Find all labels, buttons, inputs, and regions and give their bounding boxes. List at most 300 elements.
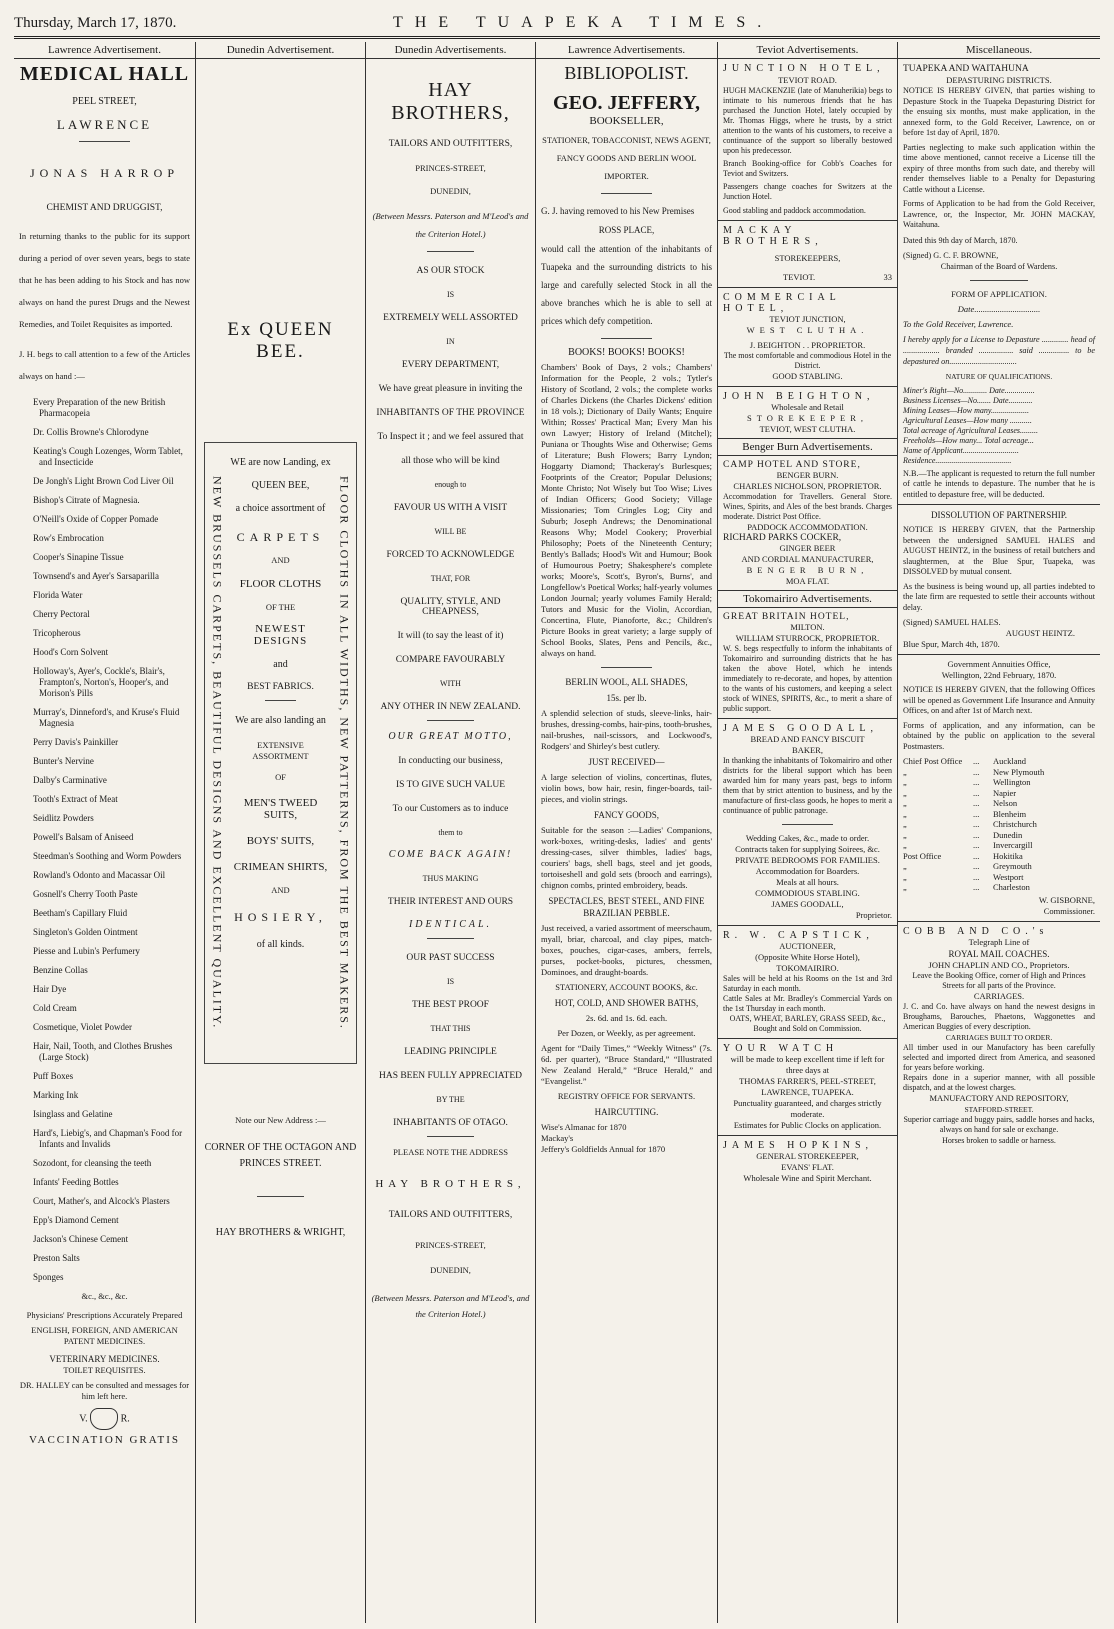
- office-cell: „: [903, 808, 907, 819]
- and-1: AND: [271, 555, 290, 565]
- benger-header: Benger Burn Advertisements.: [718, 438, 897, 456]
- meals: Meals at all hours.: [776, 877, 839, 887]
- forms-info: Forms of application, and any information, can be obtained by the public on application to the several Postmasters.: [903, 720, 1095, 751]
- notice-depasture: NOTICE IS HEREBY GIVEN, that parties wishing to Depasture Stock in the Tuapeka Depasturing District for the ensuing six months, must make application, in the annexed form, to the Gold Receiver, Lawrence, on or before 1st day of April, 1870.: [903, 86, 1095, 137]
- hay-line: them to: [438, 828, 463, 837]
- article-item: Row's Embrocation: [33, 533, 104, 543]
- choice: a choice assortment of: [235, 503, 326, 514]
- qualification-line: Miner's Right—No............ Date...............: [903, 385, 1035, 395]
- article-item: Hair Dye: [33, 984, 67, 994]
- newspaper-title: THE TUAPEKA TIMES.: [393, 14, 774, 31]
- office-cell: „: [903, 819, 907, 829]
- neglect: Parties neglecting to make such application within the time above mentioned, cannot receive a License till the expiry of three months from such date, and thereby will render themselves liable to a Penalty for Depasturing Cattle without a License.: [903, 142, 1095, 194]
- hay-line: EXTREMELY WELL ASSORTED: [383, 313, 518, 323]
- column-hay-brothers: [366, 42, 536, 1623]
- nature-qualifications: NATURE OF QUALIFICATIONS.: [945, 371, 1053, 381]
- office-cell: „: [903, 777, 907, 787]
- office-cell: ...: [973, 756, 980, 766]
- of-the: OF THE: [265, 602, 296, 612]
- column-header: Teviot Advertisements.: [718, 42, 897, 59]
- office-cell: „: [903, 861, 907, 871]
- article-item: Cold Cream: [33, 1003, 77, 1013]
- toilet: TOILET REQUISITES.: [63, 1365, 146, 1375]
- wellington-date: Wellington, 22nd February, 1870.: [941, 670, 1057, 680]
- intro: In returning thanks to the public for its support during a period of over seven years, begs to state that he has been adding to his Stock and has now always on hand the purest Drugs and the Newest Remedies, and Toilet Requisites as imported.: [19, 231, 190, 329]
- carriages: CARRIAGES.: [973, 990, 1025, 1001]
- article-item: Holloway's, Ayer's, Cockle's, Blair's, Frampton's, Norton's, Hooper's, and Morison's Pills: [33, 666, 169, 698]
- boarders: Accommodation for Boarders.: [755, 866, 860, 876]
- hay-line: In conducting our business,: [398, 756, 503, 766]
- office-cell: Westport: [993, 871, 1024, 882]
- commodious: COMMODIOUS STABLING.: [755, 888, 860, 898]
- hay-line: FORCED TO ACKNOWLEDGE: [386, 550, 515, 560]
- auctioneer: AUCTIONEER,: [779, 941, 836, 951]
- hay-line: IS: [446, 290, 455, 299]
- form-application: FORM OF APPLICATION.: [951, 288, 1047, 299]
- office-cell: Charleston: [993, 882, 1030, 892]
- wholesale: Wholesale and Retail: [771, 402, 844, 412]
- gisborne: W. GISBORNE,: [1038, 894, 1095, 905]
- lead: J. H. begs to call attention to a few of the Articles always on hand :—: [19, 349, 190, 381]
- ship-title: Ex QUEEN BEE.: [227, 319, 334, 362]
- article-item: Florida Water: [33, 590, 83, 600]
- article-item: Powell's Balsam of Aniseed: [33, 832, 134, 842]
- books-list: Chambers' Book of Days, 2 vols.; Chambers' Information for the People, 2 vols.; Tytler's History of Scotland, 2 vols.; the complete works of Charles Dickens (the Charles Dickens' edition in 18 vols.); Dictionary of Daily Wants; Enquire Within; Rosses' Practical Man; Every Man his own Lawyer; History of Ireland (Mitchel); Puniana or Thoughts Wise and Otherwise; Gems of Literature; Bush Flowers; Barry Lyndon; Hoggarty Diamond; Thackeray's Burlesques; Footprints of the Creator; Popular Delusions; Monte Christo; Not Wisely but Too Wise; Lives of Indian Officers; Good Society; Village Missionaries; Tom Cringles Log; City and Suburb; Joseph Andrews; the Denominational Reasons Why; Model Cookery; Proverbial Philosophy; Poets of the Nineteenth Century; Bently's Ballads; Hood's Wit and Humour; Book of Humourous Poetry; Shakesphere's complete works; Moore's, Scott's, Byron's, Burns', and Longfellow's Poetical Works; half-yearly volumes London Journal; yearly volumes Family Herald; Tutors and Music for the Violin, Accordian, Concertina, Flute, Pianoforte, &c.; Children's Picture Books in great variety; a large supply of School Books, Slates, Pens and Pencils, &c., always on hand.: [541, 362, 712, 658]
- article-item: Epp's Diamond Cement: [33, 1215, 119, 1225]
- commissioner: Commissioner.: [1043, 905, 1095, 916]
- office-cell: „: [903, 798, 907, 808]
- hay-line: FAVOUR US WITH A VISIT: [393, 503, 508, 513]
- office-cell: ...: [973, 882, 980, 892]
- soirees: Contracts taken for supplying Soirees, &c.: [735, 844, 880, 854]
- stationer: STATIONER, TOBACCONIST, NEWS AGENT, FANCY GOODS AND BERLIN WOOL IMPORTER.: [542, 135, 711, 181]
- hay-title: HAY BROTHERS,: [391, 79, 510, 124]
- article-item: Bishop's Citrate of Magnesia.: [33, 495, 140, 505]
- registry: REGISTRY OFFICE FOR SERVANTS.: [557, 1091, 696, 1101]
- goodall-text: In thanking the inhabitants of Tokomairiro and other districts for the liberal support which has been awarded him for many years past, begs to inform them that by strict attention to business, and by the manufacture of first-class goods, he hopes to merit a continuance of public patronage.: [723, 756, 892, 815]
- prescriptions: Physicians' Prescriptions Accurately Prepared: [26, 1310, 183, 1320]
- richard-parks-cocker: RICHARD PARKS COCKER,: [723, 533, 842, 543]
- form-date: Date...............................: [957, 303, 1041, 314]
- dated: Dated this 9th day of March, 1870.: [903, 235, 1018, 245]
- junction-text: HUGH MACKENZIE (late of Manuherikia) begs to intimate to his numerous friends that he has purchased the Junction Hotel, lately occupied by Mr. Thomas Higgs, where he trusts, by a strict attention to the wants of his customers, to receive a continuance of the support so liberally bestowed upon his predecessor.: [723, 86, 892, 155]
- farrer: THOMAS FARRER'S, PEEL-STREET,: [739, 1076, 876, 1086]
- meerschaum: Just received, a varied assortment of meerschaum, myall, briar, charcoal, and clay pipes, match-boxes, pouches, cigar-cases, ambers, ferrels, purses, pocket-books, pictures, chessmen, Dominoes, and draught-boards.: [541, 923, 712, 977]
- patent-medicines: ENGLISH, FOREIGN, AND AMERICAN PATENT MEDICINES.: [31, 1325, 178, 1346]
- article-item: Tricopherous: [33, 628, 81, 638]
- built-to-order: CARRIAGES BUILT TO ORDER.: [945, 1032, 1053, 1042]
- teviot-junction: TEVIOT JUNCTION,: [769, 314, 846, 324]
- etc: &c., &c., &c.: [81, 1291, 128, 1301]
- timber: All timber used in our Manufactory has been carefully selected and imported direct from America, and seasoned for years before working.: [903, 1042, 1095, 1072]
- town: LAWRENCE: [56, 117, 153, 132]
- motto: OUR GREAT MOTTO,: [388, 731, 513, 742]
- booking-office: Branch Booking-office for Cobb's Coaches for Teviot and Switzers.: [723, 159, 892, 178]
- hay-line: It will (to say the least of it): [397, 631, 504, 641]
- office-cell: Invercargill: [993, 840, 1033, 850]
- jeffery-name: GEO. JEFFERY,: [553, 92, 700, 114]
- landing: WE are now Landing, ex: [230, 457, 331, 468]
- royal-crest-line: [19, 1408, 190, 1430]
- goodall-signature: JAMES GOODALL,: [771, 899, 844, 909]
- berlin-wool: BERLIN WOOL, ALL SHADES,: [565, 677, 688, 687]
- office-cell: „: [903, 787, 907, 798]
- qualification-line: Freeholds—How many... Total acreage...: [903, 435, 1034, 445]
- veterinary: VETERINARY MEDICINES.: [49, 1354, 160, 1364]
- hay-line: COMPARE FAVOURABLY: [395, 655, 506, 665]
- ginger-beer: GINGER BEER: [779, 543, 836, 553]
- office-cell: Dunedin: [993, 829, 1023, 840]
- oats: OATS, WHEAT, BARLEY, GRASS SEED, &c., Bought and Sold on Commission.: [729, 1014, 886, 1033]
- mens-suits: MEN'S TWEED SUITS,: [243, 797, 318, 821]
- wedding-cakes: Wedding Cakes, &c., made to order.: [745, 833, 870, 843]
- telegraph: Telegraph Line of: [968, 936, 1030, 947]
- form-to: To the Gold Receiver, Lawrence.: [903, 318, 1014, 329]
- vaccination: VACCINATION GRATIS: [28, 1434, 180, 1446]
- qualification-line: Business Licenses—No....... Date............: [903, 395, 1033, 405]
- benger-burn: BENGER BURN.: [776, 470, 839, 480]
- hay-line: AS OUR STOCK: [416, 266, 485, 276]
- office-cell: Hokitika: [993, 850, 1023, 861]
- column-medical-hall: [14, 42, 196, 1623]
- queen-bee-body: [229, 457, 332, 950]
- hay-lines-1: [371, 266, 530, 712]
- chaplin: JOHN CHAPLIN AND CO., Proprietors.: [928, 959, 1070, 970]
- hay-line: THE BEST PROOF: [412, 1000, 489, 1010]
- article-item: Steedman's Soothing and Worm Powders: [33, 851, 182, 861]
- haircutting: HAIRCUTTING.: [594, 1107, 659, 1117]
- hosiery: HOSIERY,: [234, 910, 327, 924]
- article-item: Every Preparation of the new British Pharmacopeia: [33, 397, 166, 418]
- per-dozen: Per Dozen, or Weekly, as per agreement.: [557, 1028, 696, 1038]
- column-queen-bee: [196, 42, 366, 1623]
- your-watch: YOUR WATCH: [723, 1043, 839, 1054]
- hay-line: THAT THIS: [430, 1024, 471, 1033]
- qualification-line: Agricultural Leases—How many ...........: [903, 415, 1032, 425]
- halley: DR. HALLEY can be consulted and messages for him left here.: [19, 1380, 190, 1401]
- removed: G. J. having removed to his New Premises: [541, 206, 695, 216]
- notice-annuities: NOTICE IS HEREBY GIVEN, that the following Offices will be opened as Government Life Insurance and Annuity Offices, on and after 1st of March next.: [903, 685, 1095, 715]
- article-item: Piesse and Lubin's Perfumery: [33, 946, 140, 956]
- hay-line: ANY OTHER IN NEW ZEALAND.: [380, 702, 521, 712]
- address-block: [201, 1115, 360, 1238]
- queen-bee-box: [204, 442, 357, 1064]
- hay-line: INHABITANTS OF OTAGO.: [393, 1118, 508, 1128]
- crimean-shirts: CRIMEAN SHIRTS,: [233, 861, 328, 873]
- office-cell: Napier: [993, 787, 1017, 798]
- article-item: Hard's, Liebig's, and Chapman's Food for Infants and Invalids: [33, 1128, 183, 1149]
- john-beighton: JOHN BEIGHTON,: [723, 391, 875, 402]
- columns: [14, 42, 1100, 1623]
- james-hopkins: JAMES HOPKINS,: [723, 1140, 874, 1151]
- hay-line: To Inspect it ; and we feel assured that: [377, 432, 524, 442]
- hay-street: PRINCES-STREET,: [415, 163, 486, 173]
- storekeeper: STOREKEEPER,: [746, 413, 868, 423]
- article-item: Infants' Feeding Bottles: [33, 1177, 119, 1187]
- hay-line: LEADING PRINCIPLE: [404, 1047, 497, 1057]
- firm-name: HAY BROTHERS & WRIGHT,: [215, 1227, 346, 1238]
- hay-line: QUALITY, STYLE, AND CHEAPNESS,: [400, 597, 501, 617]
- hay-street-2: PRINCES-STREET,: [415, 1240, 486, 1250]
- office-cell: „: [903, 829, 907, 840]
- office-cell: ...: [973, 819, 980, 829]
- vr-v: V.: [79, 1413, 88, 1425]
- proprietor-name: JONAS HARROP: [29, 166, 180, 180]
- spectacles: SPECTACLES, BEST STEEL, AND FINE BRAZILIAN PEBBLE.: [548, 896, 705, 918]
- hay-line: BY THE: [436, 1095, 465, 1104]
- column-miscellaneous: [898, 42, 1100, 1623]
- article-item: Cosmetique, Violet Powder: [33, 1022, 133, 1032]
- article-item: Seidlitz Powders: [33, 813, 94, 823]
- hay-line: To our Customers as to induce: [392, 804, 509, 814]
- teviot: TEVIOT.: [783, 272, 816, 282]
- street: PEEL STREET,: [72, 96, 137, 107]
- article-item: Tooth's Extract of Meat: [33, 794, 118, 804]
- note-address: PLEASE NOTE THE ADDRESS: [393, 1147, 508, 1157]
- hay-lines-3: [371, 874, 530, 907]
- agent: Agent for “Daily Times,” “Weekly Witness” (7s. 6d. per quarter), “Bruce Standard,” “Illustrated New Zealand Herald,” “Bruce Herald,” and “Evangelist.”: [541, 1043, 712, 1086]
- capstick: R. W. CAPSTICK,: [723, 930, 874, 941]
- office-cell: Greymouth: [993, 861, 1032, 871]
- best-fabrics: BEST FABRICS.: [247, 682, 314, 692]
- junction-hotel: JUNCTION HOTEL,: [723, 63, 885, 74]
- column-bibliopolist: [536, 42, 718, 1623]
- corner-address: CORNER OF THE OCTAGON AND PRINCES STREET.: [204, 1142, 357, 1169]
- cobb-and-co: COBB AND CO.'s: [903, 925, 1049, 937]
- qualification-line: Residence......................................: [903, 455, 1012, 465]
- teviot-clutha: TEVIOT, WEST CLUTHA.: [759, 424, 856, 434]
- hay-line: WITH: [440, 679, 461, 688]
- office-cell: ...: [973, 850, 980, 861]
- books-head: BOOKS! BOOKS! BOOKS!: [568, 347, 685, 358]
- hay-line: OUR PAST SUCCESS: [406, 953, 495, 963]
- milton: MILTON.: [790, 622, 825, 632]
- also-landing: We are also landing an: [235, 715, 326, 726]
- hay-trade-2: TAILORS AND OUTFITTERS,: [388, 1210, 513, 1220]
- lawrence-tuapeka: LAWRENCE, TUAPEKA.: [761, 1087, 854, 1097]
- articles-list: [19, 397, 190, 1283]
- office-cell: „: [903, 871, 907, 882]
- article-item: Murray's, Dinneford's, and Kruse's Fluid Magnesia: [33, 707, 180, 728]
- toko-header: Tokomairiro Advertisements.: [718, 590, 897, 608]
- chairman: Chairman of the Board of Wardens.: [940, 261, 1058, 271]
- hales: (Signed) SAMUEL HALES.: [903, 617, 1001, 627]
- qualification-line: Mining Leases—How many...................: [903, 405, 1029, 415]
- almanac-1: Wise's Almanac for 1870: [541, 1122, 627, 1132]
- article-item: Sponges: [33, 1272, 64, 1282]
- article-item: Jackson's Chinese Cement: [33, 1234, 129, 1244]
- camp-hotel: CAMP HOTEL AND STORE,: [723, 460, 861, 470]
- general-storekeeper: GENERAL STOREKEEPER,: [756, 1151, 859, 1161]
- hay-line: IS: [446, 977, 455, 986]
- article-item: O'Neill's Oxide of Copper Pomade: [33, 514, 159, 524]
- article-item: Dr. Collis Browne's Chlorodyne: [33, 427, 149, 437]
- fancy-text: Suitable for the season :—Ladies' Companions, work-boxes, writing-desks, ladies' and gents' dressing-cases, silver thimbles, ladies' bags, couriers' bags, shell bags, steel and jet goods, tortoiseshell and gold sets (brooch and earrings), chignon combs, printed embroidery, beads.: [541, 825, 712, 890]
- office-cell: „: [903, 840, 907, 850]
- studs: A splendid selection of studs, sleeve-links, hair-brushes, dressing-combs, hair-pins, tooth-brushes, nail-brushes, nail-scissors, and Lockwood's, Rodgers' and Shirley's best cutlery.: [541, 708, 712, 751]
- just-received: JUST RECEIVED—: [588, 757, 665, 767]
- office-cell: Blenheim: [993, 808, 1027, 819]
- hay-line: IN: [446, 337, 455, 346]
- dissolution: DISSOLUTION OF PARTNERSHIP.: [931, 510, 1067, 520]
- office-cell: Wellington: [993, 777, 1031, 787]
- depasturing-sub: DEPASTURING DISTRICTS.: [946, 75, 1052, 85]
- hay-line: HAS BEEN FULLY APPRECIATED: [378, 1071, 523, 1081]
- office-cell: ...: [973, 871, 980, 882]
- evans-flat: EVANS' FLAT.: [781, 1162, 834, 1172]
- identical: IDENTICAL.: [408, 919, 493, 930]
- column-header: Lawrence Advertisement.: [14, 42, 195, 59]
- nb: N.B.—The applicant is requested to return the full number of cattle he intends to depasture. The number that he is entitled to depasture free, will be deducted.: [903, 468, 1095, 499]
- qualification-line: Total acreage of Agricultural Leases.........: [903, 425, 1039, 435]
- baths-price: 2s. 6d. and 1s. 6d. each.: [585, 1013, 668, 1023]
- almanac-3: Jeffery's Goldfields Annual for 1870: [541, 1144, 666, 1154]
- trade: CHEMIST AND DRUGGIST,: [46, 203, 163, 213]
- bedrooms: PRIVATE BEDROOMS FOR FAMILIES.: [735, 855, 880, 865]
- hay-line: all those who will be kind: [401, 456, 500, 466]
- vr-r: R.: [120, 1413, 130, 1425]
- article-item: Rowland's Odonto and Macassar Oil: [33, 870, 166, 880]
- bread-biscuit: BREAD AND FANCY BISCUIT: [750, 734, 865, 744]
- office-cell: „: [903, 882, 907, 892]
- moa-flat: MOA FLAT.: [785, 576, 830, 586]
- ad-number: 33: [883, 272, 892, 282]
- office-cell: Auckland: [993, 756, 1027, 766]
- wound-up: As the business is being wound up, all parties indebted to the late firm are requested to settle their accounts without delay.: [903, 581, 1095, 612]
- hay-city-2: DUNEDIN,: [430, 1265, 471, 1275]
- paddock: PADDOCK ACCOMMODATION.: [747, 522, 868, 532]
- hay-line: We have great pleasure in inviting the: [378, 384, 523, 394]
- qualification-line: Name of Applicant............................: [903, 445, 1019, 455]
- manufactory: MANUFACTORY AND REPOSITORY,: [929, 1092, 1069, 1103]
- heintz: AUGUST HEINTZ.: [1005, 628, 1075, 638]
- accommodation: Accommodation for Travellers. General Store. Wines, Spirits, and Ales of the best brands. Charges moderate. District Post Office.: [723, 492, 892, 521]
- cordial: AND CORDIAL MANUFACTURER,: [741, 554, 874, 564]
- form-apply: I hereby apply for a License to Depasture ............. head of .................. branded ................. said ............... to be depastured on.................................: [903, 334, 1095, 366]
- junction-road: TEVIOT ROAD.: [778, 75, 837, 85]
- fancy-goods: FANCY GOODS,: [593, 810, 659, 820]
- james-goodall: JAMES GOODALL,: [723, 723, 878, 734]
- vertical-right: FLOOR CLOTHS IN ALL WIDTHS, NEW PATTERNS, FROM THE BEST MAKERS.: [337, 476, 352, 1030]
- stationery: STATIONERY, ACCOUNT BOOKS, &c.: [555, 982, 698, 992]
- hay-lines-2: [371, 756, 530, 837]
- comfortable: The most comfortable and commodious Hotel in the District.: [723, 351, 892, 370]
- great-britain-hotel: GREAT BRITAIN HOTEL,: [723, 612, 850, 622]
- office-cell: ...: [973, 840, 980, 850]
- column-header: Dunedin Advertisement.: [196, 42, 365, 59]
- hay-lines-4: [371, 953, 530, 1128]
- all-kinds: of all kinds.: [256, 939, 305, 950]
- office-cell: Nelson: [993, 798, 1018, 808]
- article-item: Keating's Cough Lozenges, Worm Tablet, and Insecticide: [33, 446, 183, 467]
- article-item: Isinglass and Gelatine: [33, 1109, 113, 1119]
- west-clutha: WEST CLUTHA.: [746, 325, 869, 335]
- hay-trade: TAILORS AND OUTFITTERS,: [388, 139, 513, 149]
- article-item: Dalby's Carminative: [33, 775, 107, 785]
- signed: (Signed) G. C. F. BROWNE,: [903, 250, 999, 260]
- benger-burn-2: BENGER BURN,: [746, 565, 869, 575]
- article-item: Sozodont, for cleansing the teeth: [33, 1158, 152, 1168]
- and-2: and: [273, 659, 288, 670]
- beighton-prop: J. BEIGHTON . . PROPRIETOR.: [749, 340, 866, 350]
- cattle-sales: Cattle Sales at Mr. Bradley's Commercial Yards on the 1st Thursday in each month.: [723, 994, 892, 1013]
- office-cell: Post Office: [903, 850, 942, 861]
- hay-city: DUNEDIN,: [430, 186, 471, 196]
- office-cell: ...: [973, 798, 980, 808]
- teviot-line: [723, 272, 892, 283]
- office-cell: ...: [973, 861, 980, 871]
- new-address-note: Note our New Address :—: [235, 1115, 326, 1125]
- attention: would call the attention of the inhabitants of Tuapeka and the surrounding districts to his large and carefully selected Stock in all the above branches which he is able to sell at prices which defy competition.: [541, 244, 712, 326]
- sturrock-text: W. S. begs respectfully to inform the inhabitants of Tokomairiro and surrounding districts that he has taken the above Hotel, which he intends immediately to re-decorate, and hopes, by attention to the wants of his customers, and keeping a select stock of WINES, SPIRITS, &c., to merit a share of public support.: [723, 644, 892, 713]
- and-3: AND: [271, 885, 290, 895]
- govt-office: Government Annuities Office,: [947, 659, 1051, 669]
- article-item: Beetham's Capillary Fluid: [33, 908, 128, 918]
- newest-designs: NEWEST DESIGNS: [253, 623, 308, 647]
- notice-partnership: NOTICE IS HEREBY GIVEN, that the Partnership between the undersigned SAMUEL HALES and AUGUST HEINTZ, in the business of retail butchers and slaughtermen, at the Blue Spur, Tuapeka, was DISSOLVED by mutual consent.: [903, 525, 1095, 576]
- goodall-proprietor: Proprietor.: [855, 910, 892, 920]
- issue-date: Thursday, March 17, 1870.: [14, 14, 177, 31]
- vertical-left: NEW BRUSSELS CARPETS, BEAUTIFUL DESIGNS AND EXCELLENT QUALITY.: [210, 476, 225, 1030]
- baker: BAKER,: [792, 745, 823, 755]
- punctuality: Punctuality guaranteed, and charges strictly moderate.: [733, 1098, 882, 1119]
- article-item: Gosnell's Cherry Tooth Paste: [33, 889, 138, 899]
- article-item: Cherry Pectoral: [33, 609, 90, 619]
- post-offices-table: [903, 756, 1095, 893]
- hay-line: IS TO GIVE SUCH VALUE: [395, 780, 506, 790]
- white-horse: (Opposite White Horse Hotel),: [755, 952, 860, 962]
- hay-between-2: (Between Messrs. Paterson and M'Leod's, and the Criterion Hotel.): [371, 1293, 530, 1319]
- article-item: Benzine Collas: [33, 965, 88, 975]
- qualifications-list: [903, 386, 1095, 466]
- office-cell: Chief Post Office: [903, 756, 963, 766]
- berlin-price: 15s. per lb.: [606, 693, 647, 703]
- repairs: Repairs done in a superior manner, with all possible dispatch, and at the lowest charges.: [903, 1072, 1095, 1092]
- mackay-brothers: MACKAY BROTHERS,: [723, 225, 823, 247]
- commercial-hotel: COMMERCIAL HOTEL,: [723, 292, 841, 314]
- stafford: STAFFORD-STREET.: [964, 1104, 1034, 1114]
- stabling: Good stabling and paddock accommodation.: [723, 206, 866, 215]
- office-cell: ...: [973, 787, 980, 798]
- column-header: Miscellaneous.: [898, 42, 1100, 59]
- medical-hall-title: MEDICAL HALL: [19, 63, 190, 85]
- come-back: COME BACK AGAIN!: [388, 849, 513, 860]
- superior: Superior carriage and buggy pairs, saddle horses and hacks, always on hand for sale or exchange.: [903, 1114, 1095, 1134]
- article-item: Court, Mather's, and Alcock's Plasters: [33, 1196, 170, 1206]
- office-cell: New Plymouth: [993, 766, 1045, 777]
- article-item: Cooper's Sinapine Tissue: [33, 552, 124, 562]
- sturrock: WILLIAM STURROCK, PROPRIETOR.: [735, 633, 880, 643]
- article-item: Bunter's Nervine: [33, 756, 94, 766]
- depasturing-title: TUAPEKA AND WAITAHUNA: [903, 64, 1029, 74]
- article-item: Townsend's and Ayer's Sarsaparilla: [33, 571, 160, 581]
- article-item: Marking Ink: [33, 1090, 79, 1100]
- office-cell: Christchurch: [993, 819, 1037, 829]
- almanac-2: Mackay's: [541, 1133, 574, 1143]
- passengers: Passengers change coaches for Switzers at the Junction Hotel.: [723, 182, 892, 201]
- estimates: Estimates for Public Clocks on application.: [733, 1120, 882, 1130]
- hay-line: WILL BE: [434, 527, 467, 536]
- ross-place: ROSS PLACE,: [598, 225, 655, 235]
- hay-line: EVERY DEPARTMENT,: [401, 360, 500, 370]
- article-item: Perry Davis's Painkiller: [33, 737, 119, 747]
- forms: Forms of Application to be had from the Gold Receiver, Lawrence, or, the Inspector, Mr. JOHN MACKAY, Waitahuna.: [903, 199, 1095, 229]
- violins: A large selection of violins, concertinas, flutes, violin bows, bow hair, resin, finger-boards, tail-pieces, and violin strings.: [541, 772, 712, 804]
- masthead: [14, 12, 1100, 34]
- article-item: Hair, Nail, Tooth, and Clothes Brushes (Large Stock): [33, 1041, 173, 1062]
- blue-spur: Blue Spur, March 4th, 1870.: [903, 639, 1000, 649]
- column-header: Lawrence Advertisements.: [536, 42, 717, 59]
